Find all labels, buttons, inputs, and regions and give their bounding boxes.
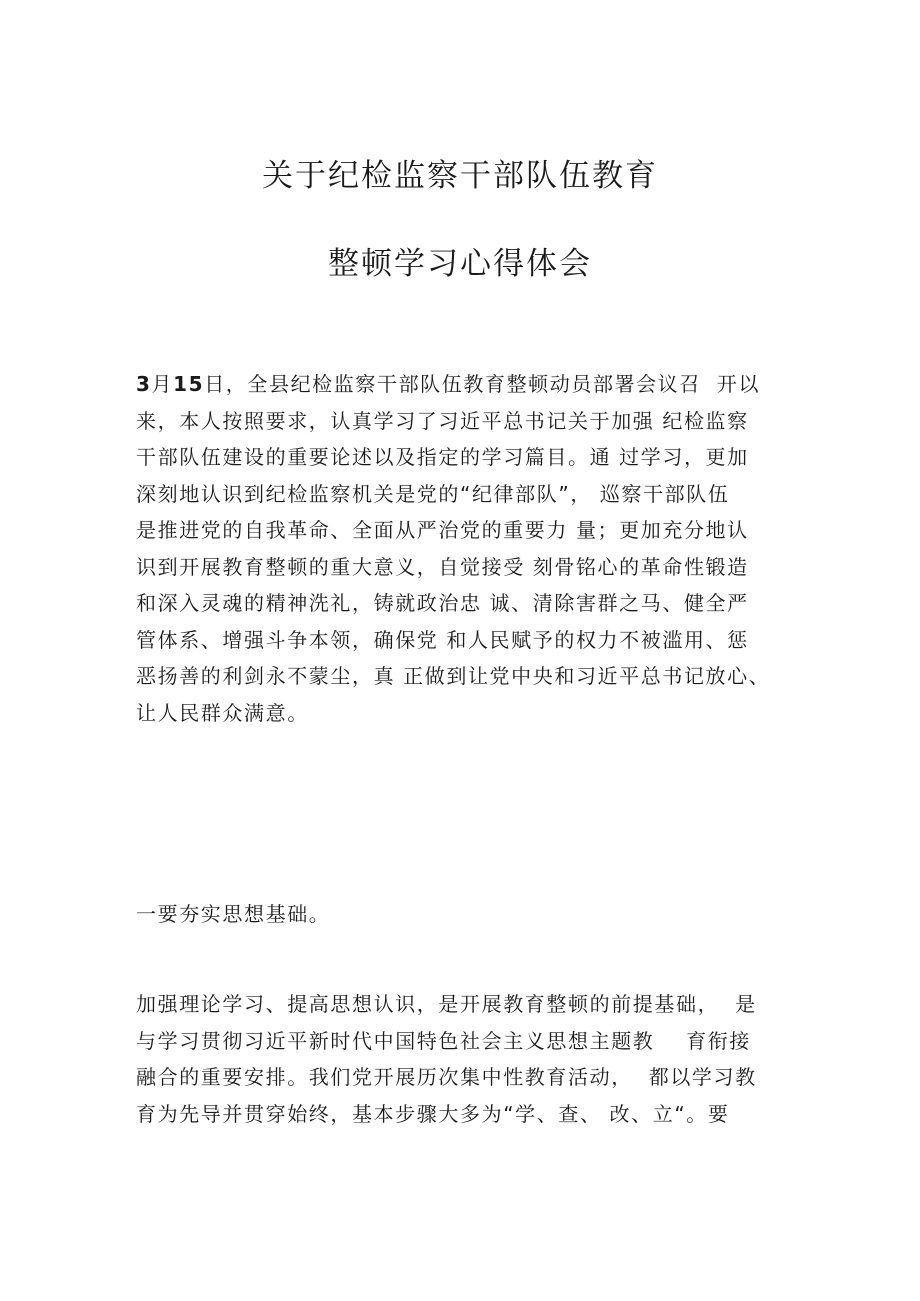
date-day: 15 (173, 372, 205, 396)
paragraph-line: 和深入灵魂的精神洗礼，铸就政治忠 诚、清除害群之马、健全严 (136, 591, 749, 615)
paragraph-line: 干部队伍建设的重要论述以及指定的学习篇目。通 过学习，更加 (136, 445, 749, 469)
paragraph-line-text: 日，全县纪检监察干部队伍教育整顿动员部署会议召 开以 (204, 372, 761, 396)
paragraph-line: 是推进党的自我革命、全面从严治党的重要力 量；更加充分地认 (136, 518, 749, 542)
paragraph-line: 融合的重要安排。我们党开展历次集中性教育活动， 都以学习教 (136, 1065, 757, 1089)
date-month: 3 (136, 372, 152, 396)
paragraph-line: 加强理论学习、提高思想认识，是开展教育整顿的前提基础， 是 (136, 992, 757, 1016)
paragraph-line: 管体系、增强斗争本领，确保党 和人民赋予的权力不被滥用、惩 (136, 627, 749, 652)
date-month-unit: 月 (151, 372, 174, 396)
paragraph-line: 与学习贯彻习近平新时代中国特色社会主义思想主题教 育衔接 (136, 1028, 752, 1053)
document-title-line-1: 关于纪检监察干部队伍教育 (262, 158, 658, 194)
paragraph-line: 让人民群众满意。 (136, 700, 309, 725)
paragraph-line: 深刻地认识到纪检监察机关是党的“纪律部队”， 巡察干部队伍 (136, 481, 730, 506)
section-heading-1 (136, 896, 796, 933)
document-title-line-2: 整顿学习心得体会 (328, 246, 592, 282)
paragraph-line: 来，本人按照要求，认真学习了习近平总书记关于加强 纪检监察 (136, 408, 749, 433)
section-heading-text: 一要夯实思想基础。 (136, 902, 331, 926)
paragraph-line: 识到开展教育整顿的重大意义，自觉接受 刻骨铭心的革命性锻造 (136, 554, 749, 579)
paragraph-intro (136, 366, 796, 731)
paragraph-line: 育为先导并贯穿始终，基本步骤大多为“学、查、 改、立“。要 (136, 1101, 730, 1126)
paragraph-line: 恶扬善的利剑永不蒙尘，真 正做到让党中央和习近平总书记放心、 (136, 664, 771, 688)
paragraph-section-1 (136, 986, 796, 1132)
paragraph-line (136, 366, 796, 403)
